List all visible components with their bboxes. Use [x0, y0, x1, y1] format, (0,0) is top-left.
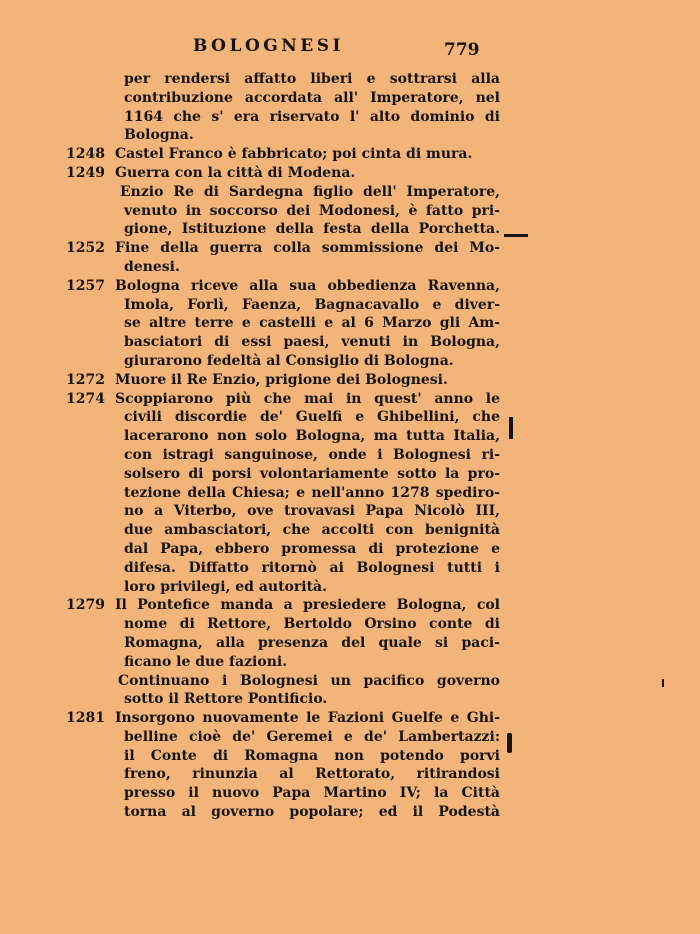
- entry-line-year: [60, 164, 500, 183]
- line-text: gione, Istituzione della festa della Porchetta.: [124, 221, 500, 238]
- line-text: per rendersi affatto liberi e sottrarsi alla: [124, 71, 500, 87]
- text-line: [60, 427, 500, 446]
- entry-line-year: [60, 709, 500, 728]
- year-label: 1274: [66, 390, 105, 407]
- text-line: [60, 484, 500, 503]
- text-line: [60, 314, 500, 333]
- entry-line-year: [60, 277, 500, 296]
- year-label: 1279: [66, 597, 105, 614]
- line-text: belline cioè de' Geremei e de' Lambertazzi:: [124, 728, 500, 745]
- text-line: [60, 408, 500, 427]
- page-number: 779: [444, 40, 480, 60]
- entry-line-year: [60, 596, 500, 615]
- line-text: Enzio Re di Sardegna figlio dell' Imperatore,: [120, 183, 500, 200]
- entry-line-year: [60, 145, 500, 164]
- line-text: Insorgono nuovamente le Fazioni Guelfe e Ghi-: [115, 710, 500, 727]
- line-text: Muore il Re Enzio, prigione dei Bolognesi.: [115, 371, 448, 388]
- line-text: ficano le due fazioni.: [124, 653, 288, 670]
- line-text: difesa. Diffatto ritornò ai Bolognesi tutti i: [124, 559, 500, 576]
- line-text: basciatori di essi paesi, venuti in Bologna,: [124, 334, 500, 351]
- line-text: Castel Franco è fabbricato; poi cinta di mura.: [115, 146, 473, 163]
- text-line: [60, 333, 500, 352]
- line-text: nome di Rettore, Bertoldo Orsino conte di: [124, 616, 500, 633]
- line-text: no a Viterbo, ove trovavasi Papa Nicolò III,: [124, 503, 500, 520]
- line-text: Continuano i Bolognesi un pacifico governo: [118, 672, 500, 689]
- text-line: [60, 258, 500, 277]
- entry-line-year: [60, 390, 500, 409]
- text-line: [60, 502, 500, 521]
- line-text: due ambasciatori, che accolti con benignità: [124, 522, 500, 539]
- text-line: [60, 615, 500, 634]
- text-line: [60, 108, 500, 127]
- chronicle-text: [60, 70, 500, 822]
- line-text: solsero di porsi volontariamente sotto la pro-: [124, 465, 500, 482]
- text-line: [60, 296, 500, 315]
- text-line: [60, 765, 500, 784]
- line-text: Imola, Forlì, Faenza, Bagnacavallo e diver-: [124, 296, 500, 313]
- margin-mark-tick: [662, 679, 664, 687]
- year-label: 1252: [66, 240, 105, 257]
- year-label: 1248: [66, 146, 105, 163]
- text-line: [60, 183, 500, 202]
- line-text: Bologna.: [124, 127, 194, 144]
- line-text: civili discordie de' Guelfi e Ghibellini, che: [124, 409, 500, 426]
- line-text: lacerarono non solo Bologna, ma tutta Italia,: [124, 428, 500, 445]
- text-line: [60, 728, 500, 747]
- text-line: [60, 578, 500, 597]
- margin-mark-bar-lower: [507, 733, 512, 753]
- text-line: [60, 803, 500, 822]
- year-label: 1272: [66, 371, 105, 388]
- line-text: Romagna, alla presenza del quale si paci-: [124, 634, 500, 651]
- running-head: BOLOGNESI: [193, 36, 344, 56]
- line-text: giurarono fedeltà al Consiglio di Bologna.: [124, 352, 454, 369]
- margin-mark-bar: [509, 417, 513, 439]
- entry-line-year: [60, 239, 500, 258]
- line-text: loro privilegi, ed autorità.: [124, 578, 327, 595]
- margin-mark-dash: [504, 234, 528, 237]
- line-text: 1164 che s' era riservato l' alto dominio di: [124, 108, 500, 125]
- line-text: denesi.: [124, 258, 180, 275]
- line-text: Il Pontefice manda a presiedere Bologna, col: [115, 597, 500, 614]
- line-text: Guerra con la città di Modena.: [115, 164, 356, 181]
- text-line: [60, 126, 500, 145]
- line-text: se altre terre e castelli e al 6 Marzo gli Am-: [124, 315, 500, 332]
- text-line: [60, 465, 500, 484]
- text-line: [60, 747, 500, 766]
- text-line: [60, 202, 500, 221]
- text-line: [60, 521, 500, 540]
- year-label: 1249: [66, 164, 105, 181]
- line-text: contribuzione accordata all' Imperatore, nel: [124, 89, 500, 106]
- line-text: dal Papa, ebbero promessa di protezione e: [124, 540, 500, 557]
- text-line: [60, 634, 500, 653]
- text-line: [60, 446, 500, 465]
- entry-line-year: [60, 371, 500, 390]
- text-line: [60, 559, 500, 578]
- year-label: 1257: [66, 277, 105, 294]
- line-text: Bologna riceve alla sua obbedienza Ravenna,: [115, 277, 500, 294]
- line-text: il Conte di Romagna non potendo porvi: [124, 747, 500, 764]
- line-text: sotto il Rettore Pontificio.: [124, 691, 328, 708]
- text-line: [60, 352, 500, 371]
- text-line: [60, 653, 500, 672]
- text-line: [60, 672, 500, 691]
- text-line: [60, 540, 500, 559]
- year-label: 1281: [66, 710, 105, 727]
- line-text: Scoppiarono più che mai in quest' anno le: [115, 390, 500, 407]
- text-line: [60, 220, 500, 239]
- line-text: tezione della Chiesa; e nell'anno 1278 spediro-: [124, 484, 500, 501]
- line-text: freno, rinunzia al Rettorato, ritirandosi: [124, 766, 500, 783]
- text-line: [60, 70, 500, 89]
- line-text: venuto in soccorso dei Modonesi, è fatto pri-: [124, 202, 500, 219]
- line-text: torna al governo popolare; ed il Podestà: [124, 804, 500, 821]
- text-line: [60, 784, 500, 803]
- line-text: Fine della guerra colla sommissione dei Mo-: [115, 240, 500, 257]
- text-line: [60, 89, 500, 108]
- line-text: con istragi sanguinose, onde i Bolognesi ri-: [124, 446, 500, 463]
- text-line: [60, 690, 500, 709]
- line-text: presso il nuovo Papa Martino IV; la Città: [124, 785, 500, 802]
